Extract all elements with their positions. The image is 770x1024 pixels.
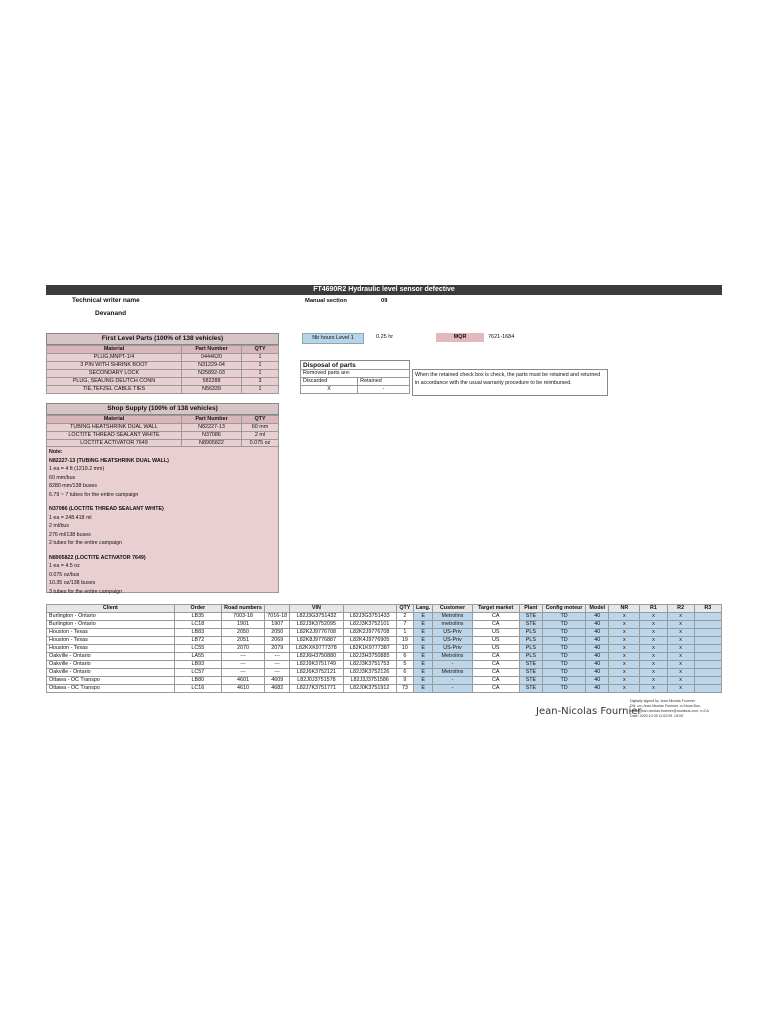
- client-cell: x: [640, 685, 667, 693]
- cell: 60 mm: [242, 424, 279, 432]
- signature-line: email=jean-nicolas.fournier@novabus.com, c=CA: [630, 709, 709, 713]
- col-qty: QTY: [242, 416, 279, 424]
- cell: N25892-03: [182, 370, 242, 378]
- col-part-number: Part Number: [182, 346, 242, 354]
- cell: SECONDARY LOCK: [47, 370, 182, 378]
- client-cell: x: [667, 669, 694, 677]
- client-cell: L82J6K3752121: [290, 669, 343, 677]
- table-row: [47, 637, 722, 645]
- client-cell: x: [667, 621, 694, 629]
- cell: N82227-13: [182, 424, 242, 432]
- client-cell: Houston - Texas: [47, 629, 175, 637]
- writer-label: Technical writer name: [72, 297, 140, 304]
- mqr-label: MQR: [436, 333, 484, 342]
- client-cell: L82J0K3751912: [343, 685, 396, 693]
- client-cell: L82K1K9777387: [343, 645, 396, 653]
- client-cell: PLS: [519, 637, 542, 645]
- client-cell: LC55: [174, 645, 221, 653]
- client-col-header: R3: [694, 605, 721, 613]
- cell: N37086: [182, 432, 242, 440]
- client-col-header: [343, 605, 396, 613]
- table-row: [47, 370, 279, 378]
- client-cell: x: [640, 637, 667, 645]
- client-cell: US-Priv: [433, 629, 472, 637]
- client-cell: CA: [472, 653, 519, 661]
- client-cell: -: [433, 661, 472, 669]
- client-cell: x: [609, 677, 640, 685]
- client-cell: E: [413, 653, 432, 661]
- client-cell: US: [472, 629, 519, 637]
- client-cell: 7003-18: [221, 613, 264, 621]
- table-row: [47, 669, 722, 677]
- cell: LOCTITE THREAD SEALANT WHITE: [47, 432, 182, 440]
- client-cell: 40: [586, 629, 609, 637]
- cell: LOCTITE ACTIVATOR 7649: [47, 440, 182, 448]
- client-cell: x: [667, 637, 694, 645]
- client-cell: ---: [221, 661, 264, 669]
- table-row: [47, 677, 722, 685]
- client-col-header: Model: [586, 605, 609, 613]
- client-cell: ---: [221, 669, 264, 677]
- signature-details: [630, 699, 709, 719]
- client-col-header: NR: [609, 605, 640, 613]
- client-cell: 2051: [221, 637, 264, 645]
- client-cell: 2050: [265, 629, 290, 637]
- client-cell: 6: [396, 669, 413, 677]
- mqr-value: 7621-1684: [488, 334, 515, 340]
- client-cell: Oakville - Ontario: [47, 661, 175, 669]
- first-level-title: First Level Parts (100% of 138 vehicles): [46, 333, 279, 345]
- client-col-header: Plant: [519, 605, 542, 613]
- client-cell: 40: [586, 661, 609, 669]
- signature-name: Jean-Nicolas Fournier: [536, 706, 642, 717]
- client-cell: US: [472, 645, 519, 653]
- client-cell: E: [413, 629, 432, 637]
- client-col-header: Config moteur: [542, 605, 585, 613]
- shop-supply-table: [46, 415, 279, 448]
- client-cell: Metrolinx: [433, 613, 472, 621]
- cell: 1: [242, 362, 279, 370]
- hours-value: 0.25 hr: [376, 334, 394, 340]
- client-cell: L82K8J9776887: [290, 637, 343, 645]
- cell: N8905822: [182, 440, 242, 448]
- client-cell: STE: [519, 685, 542, 693]
- bulletin-title-banner: FT4690R2 Hydraulic level sensor defective: [46, 285, 722, 295]
- client-cell: ---: [265, 653, 290, 661]
- client-col-header: Target market: [472, 605, 519, 613]
- client-col-header: R2: [667, 605, 694, 613]
- cell: 1: [242, 370, 279, 378]
- client-cell: 10: [396, 645, 413, 653]
- client-cell: 40: [586, 653, 609, 661]
- client-cell: CA: [472, 661, 519, 669]
- client-cell: LC18: [174, 621, 221, 629]
- client-cell: LC16: [174, 685, 221, 693]
- client-cell: 4601: [221, 677, 264, 685]
- client-cell: TD: [542, 629, 585, 637]
- client-cell: [694, 661, 721, 669]
- client-cell: LC57: [174, 669, 221, 677]
- client-col-header: Road numbers: [221, 605, 264, 613]
- client-cell: x: [667, 653, 694, 661]
- client-cell: 2079: [265, 645, 290, 653]
- client-cell: STE: [519, 661, 542, 669]
- client-cell: x: [667, 677, 694, 685]
- table-row: [47, 354, 279, 362]
- client-cell: 2050: [221, 629, 264, 637]
- note-line: 3 tubes for the entire campaign: [49, 588, 123, 595]
- client-cell: x: [609, 669, 640, 677]
- client-cell: [694, 677, 721, 685]
- table-row: [47, 424, 279, 432]
- client-cell: STE: [519, 613, 542, 621]
- client-cell: L82K2J9776708: [290, 629, 343, 637]
- note-line: 276 ml/138 buses: [49, 531, 91, 538]
- client-cell: 4610: [221, 685, 264, 693]
- cell: 1: [242, 354, 279, 362]
- client-cell: LB83: [174, 629, 221, 637]
- client-cell: ---: [265, 669, 290, 677]
- client-cell: US: [472, 637, 519, 645]
- client-cell: L82J9K3751749: [290, 661, 343, 669]
- client-cell: x: [667, 685, 694, 693]
- client-cell: Metrolinx: [433, 669, 472, 677]
- disposal-section: [300, 360, 722, 394]
- table-row: [47, 432, 279, 440]
- client-cell: 9: [396, 677, 413, 685]
- client-cell: PLS: [519, 653, 542, 661]
- client-cell: L82J3K3752101: [343, 621, 396, 629]
- client-cell: Oakville - Ontario: [47, 653, 175, 661]
- client-cell: ---: [265, 661, 290, 669]
- note-line: 1 ea = 248.418 ml: [49, 514, 92, 521]
- client-cell: CA: [472, 621, 519, 629]
- note-line: 1 ea = 4 ft (1219.2 mm): [49, 466, 105, 472]
- client-cell: metrolinx: [433, 621, 472, 629]
- client-cell: x: [609, 661, 640, 669]
- cell: TIE,TEFZEL CABLE TIES: [47, 386, 182, 394]
- cell: N31229-04: [182, 362, 242, 370]
- client-cell: US-Priv: [433, 637, 472, 645]
- client-cell: US-Priv: [433, 645, 472, 653]
- client-cell: STE: [519, 677, 542, 685]
- client-cell: TD: [542, 637, 585, 645]
- client-cell: 2: [396, 613, 413, 621]
- client-cell: L82J3K3752126: [343, 669, 396, 677]
- table-row: [47, 621, 722, 629]
- client-cell: E: [413, 621, 432, 629]
- client-cell: CA: [472, 613, 519, 621]
- note-line: 1 ea = 4.5 oz: [49, 563, 80, 569]
- client-cell: Ottawa - OC Transpo: [47, 677, 175, 685]
- client-cell: 5: [396, 661, 413, 669]
- table-row: [47, 378, 279, 386]
- table-row: [47, 661, 722, 669]
- client-cell: 40: [586, 613, 609, 621]
- note-line: 6.79 ~ 7 tubes for the entire campaign: [49, 491, 139, 498]
- disposal-note: When the retained check box is check, the parts must be retained and returned in accordance with the usual warranty procedure to be reimbursed.: [412, 369, 608, 396]
- client-cell: x: [640, 677, 667, 685]
- retained-check: -: [358, 386, 410, 394]
- cell: 3 PIN WITH SHRINK BOOT: [47, 362, 182, 370]
- note-head-2: N37086 (LOCTITE THREAD SEALANT WHITE): [49, 506, 164, 512]
- client-cell: -: [433, 677, 472, 685]
- client-cell: [694, 629, 721, 637]
- client-col-header: Customer: [433, 605, 472, 613]
- client-cell: x: [609, 621, 640, 629]
- client-col-header: Client: [47, 605, 175, 613]
- client-cell: 1: [396, 629, 413, 637]
- client-cell: [694, 637, 721, 645]
- client-cell: [694, 685, 721, 693]
- client-cell: ---: [221, 653, 264, 661]
- retained-label: Retained: [358, 378, 410, 386]
- client-cell: 40: [586, 645, 609, 653]
- signature-line: DN: cn=Jean-Nicolas Fournier, o=Nova Bus,: [630, 704, 701, 708]
- client-cell: 40: [586, 669, 609, 677]
- client-cell: x: [609, 653, 640, 661]
- note-head-3: N8905822 (LOCTITE ACTIVATOR 7649): [49, 554, 146, 561]
- client-cell: x: [609, 645, 640, 653]
- client-cell: L82KXK9777378: [290, 645, 343, 653]
- client-cell: TD: [542, 669, 585, 677]
- client-col-header: R1: [640, 605, 667, 613]
- client-cell: L82K2J9776708: [343, 629, 396, 637]
- client-cell: 73: [396, 685, 413, 693]
- notes-box: [46, 446, 279, 593]
- client-cell: PLS: [519, 629, 542, 637]
- client-cell: x: [667, 613, 694, 621]
- client-cell: 6: [396, 653, 413, 661]
- cell: N56339: [182, 386, 242, 394]
- client-cell: x: [640, 629, 667, 637]
- note-line: 0.075 oz/bus: [49, 571, 80, 578]
- notes-label: Note:: [49, 449, 63, 455]
- client-cell: Burlington - Ontario: [47, 613, 175, 621]
- cell: 0.075 oz: [242, 440, 279, 448]
- client-table-header: [47, 605, 722, 613]
- table-row: [47, 362, 279, 370]
- client-col-header: [265, 605, 290, 613]
- client-cell: 1901: [221, 621, 264, 629]
- note-head-1: N82227-13 (TUBING HEATSHRINK DUAL WALL): [49, 457, 169, 464]
- client-cell: 40: [586, 677, 609, 685]
- manual-section-value: 09: [381, 298, 388, 304]
- client-cell: L82J3J3751586: [343, 677, 396, 685]
- client-cell: x: [640, 653, 667, 661]
- table-row: [47, 645, 722, 653]
- manual-section-label: Manual section: [305, 298, 347, 304]
- client-cell: E: [413, 685, 432, 693]
- client-cell: L82J3G3751433: [343, 613, 396, 621]
- note-line: 2 tubes for the entire campaign: [49, 540, 123, 546]
- signature-line: Date: 2020.10.05 11:02:09 -04'00': [630, 714, 684, 718]
- client-cell: TD: [542, 677, 585, 685]
- client-cell: L82J7K3751771: [290, 685, 343, 693]
- client-cell: 4682: [265, 685, 290, 693]
- table-row: [47, 685, 722, 693]
- client-cell: 2070: [221, 645, 264, 653]
- client-cell: L82J3K3752095: [290, 621, 343, 629]
- client-cell: x: [609, 629, 640, 637]
- discarded-check: X: [301, 386, 358, 394]
- disposal-table: [300, 369, 410, 394]
- client-cell: STE: [519, 669, 542, 677]
- client-cell: 40: [586, 621, 609, 629]
- note-line: 10.35 oz/138 buses: [49, 580, 96, 586]
- cell: PLUG,MNPT-1/4: [47, 354, 182, 362]
- client-cell: E: [413, 637, 432, 645]
- col-material: Material: [47, 416, 182, 424]
- cell: 3: [242, 378, 279, 386]
- client-cell: 19: [396, 637, 413, 645]
- col-qty: QTY: [242, 346, 279, 354]
- client-cell: L82J3G3751432: [290, 613, 343, 621]
- table-row: [47, 386, 279, 394]
- client-cell: LB35: [174, 613, 221, 621]
- hours-label: Nb hours Level 1: [302, 333, 364, 344]
- note-line: 8280 mm/138 buses: [49, 483, 97, 489]
- client-cell: E: [413, 661, 432, 669]
- client-cell: Houston - Texas: [47, 637, 175, 645]
- client-cell: [694, 613, 721, 621]
- cell: 2 ml: [242, 432, 279, 440]
- discarded-label: Discarded: [301, 378, 358, 386]
- client-cell: E: [413, 645, 432, 653]
- client-col-header: VIN: [290, 605, 343, 613]
- client-cell: x: [640, 621, 667, 629]
- client-cell: Oakville - Ontario: [47, 669, 175, 677]
- client-cell: x: [609, 637, 640, 645]
- client-cell: LB93: [174, 661, 221, 669]
- client-cell: 7016-18: [265, 613, 290, 621]
- client-cell: 4609: [265, 677, 290, 685]
- client-cell: 1907: [265, 621, 290, 629]
- cell: 0444620: [182, 354, 242, 362]
- client-cell: Houston - Texas: [47, 645, 175, 653]
- first-level-parts: [46, 333, 279, 394]
- client-cell: CA: [472, 677, 519, 685]
- client-cell: E: [413, 613, 432, 621]
- client-cell: x: [667, 661, 694, 669]
- client-cell: LB72: [174, 637, 221, 645]
- client-cell: [694, 621, 721, 629]
- client-cell: TD: [542, 685, 585, 693]
- client-cell: 2069: [265, 637, 290, 645]
- client-cell: L82J3K3751753: [343, 661, 396, 669]
- cell: 582288: [182, 378, 242, 386]
- client-cell: Ottawa - OC Transpo: [47, 685, 175, 693]
- note-line: 60 mm/bus: [49, 474, 76, 481]
- writer-name: Devanand: [95, 310, 127, 317]
- note-line: 2 ml/bus: [49, 523, 70, 529]
- client-cell: TD: [542, 645, 585, 653]
- client-cell: x: [609, 613, 640, 621]
- client-cell: TD: [542, 653, 585, 661]
- client-cell: Metrolinx: [433, 653, 472, 661]
- client-cell: [694, 645, 721, 653]
- table-row: [47, 629, 722, 637]
- client-cell: L82J3H3750885: [343, 653, 396, 661]
- client-cell: L82J0J3751578: [290, 677, 343, 685]
- client-cell: [694, 653, 721, 661]
- removed-label: Removed parts are:: [301, 370, 410, 378]
- table-row: [47, 653, 722, 661]
- client-cell: 40: [586, 637, 609, 645]
- client-cell: x: [640, 661, 667, 669]
- client-cell: E: [413, 669, 432, 677]
- client-cell: TD: [542, 613, 585, 621]
- signature-line: Digitally signed by Jean-Nicolas Fournier: [630, 699, 696, 703]
- shop-supply-title: Shop Supply (100% of 138 vehicles): [46, 403, 279, 415]
- client-col-header: Lang.: [413, 605, 432, 613]
- first-level-table: [46, 345, 279, 394]
- client-cell: -: [433, 685, 472, 693]
- client-cell: 40: [586, 685, 609, 693]
- client-cell: 7: [396, 621, 413, 629]
- client-cell: L82K4J9776905: [343, 637, 396, 645]
- cell: TUBING HEATSHRINK DUAL WALL: [47, 424, 182, 432]
- cell: PLUG, SEALING DEUTCH CONN: [47, 378, 182, 386]
- client-cell: TD: [542, 621, 585, 629]
- col-part-number: Part Number: [182, 416, 242, 424]
- client-cell: x: [667, 629, 694, 637]
- client-cell: E: [413, 677, 432, 685]
- client-cell: CA: [472, 669, 519, 677]
- client-cell: x: [640, 645, 667, 653]
- client-cell: STE: [519, 621, 542, 629]
- client-cell: LA55: [174, 653, 221, 661]
- client-cell: TD: [542, 661, 585, 669]
- client-cell: L82J6H3750880: [290, 653, 343, 661]
- client-col-header: QTY: [396, 605, 413, 613]
- table-row: [47, 613, 722, 621]
- client-cell: x: [640, 613, 667, 621]
- col-material: Material: [47, 346, 182, 354]
- client-cell: CA: [472, 685, 519, 693]
- disposal-title: Disposal of parts: [300, 360, 410, 369]
- client-cell: PLS: [519, 645, 542, 653]
- client-cell: Burlington - Ontario: [47, 621, 175, 629]
- cell: 1: [242, 386, 279, 394]
- client-cell: x: [640, 669, 667, 677]
- client-cell: x: [667, 645, 694, 653]
- client-cell: [694, 669, 721, 677]
- client-col-header: Order: [174, 605, 221, 613]
- client-cell: LB80: [174, 677, 221, 685]
- shop-supply: [46, 403, 279, 448]
- client-table: [46, 604, 722, 693]
- client-cell: x: [609, 685, 640, 693]
